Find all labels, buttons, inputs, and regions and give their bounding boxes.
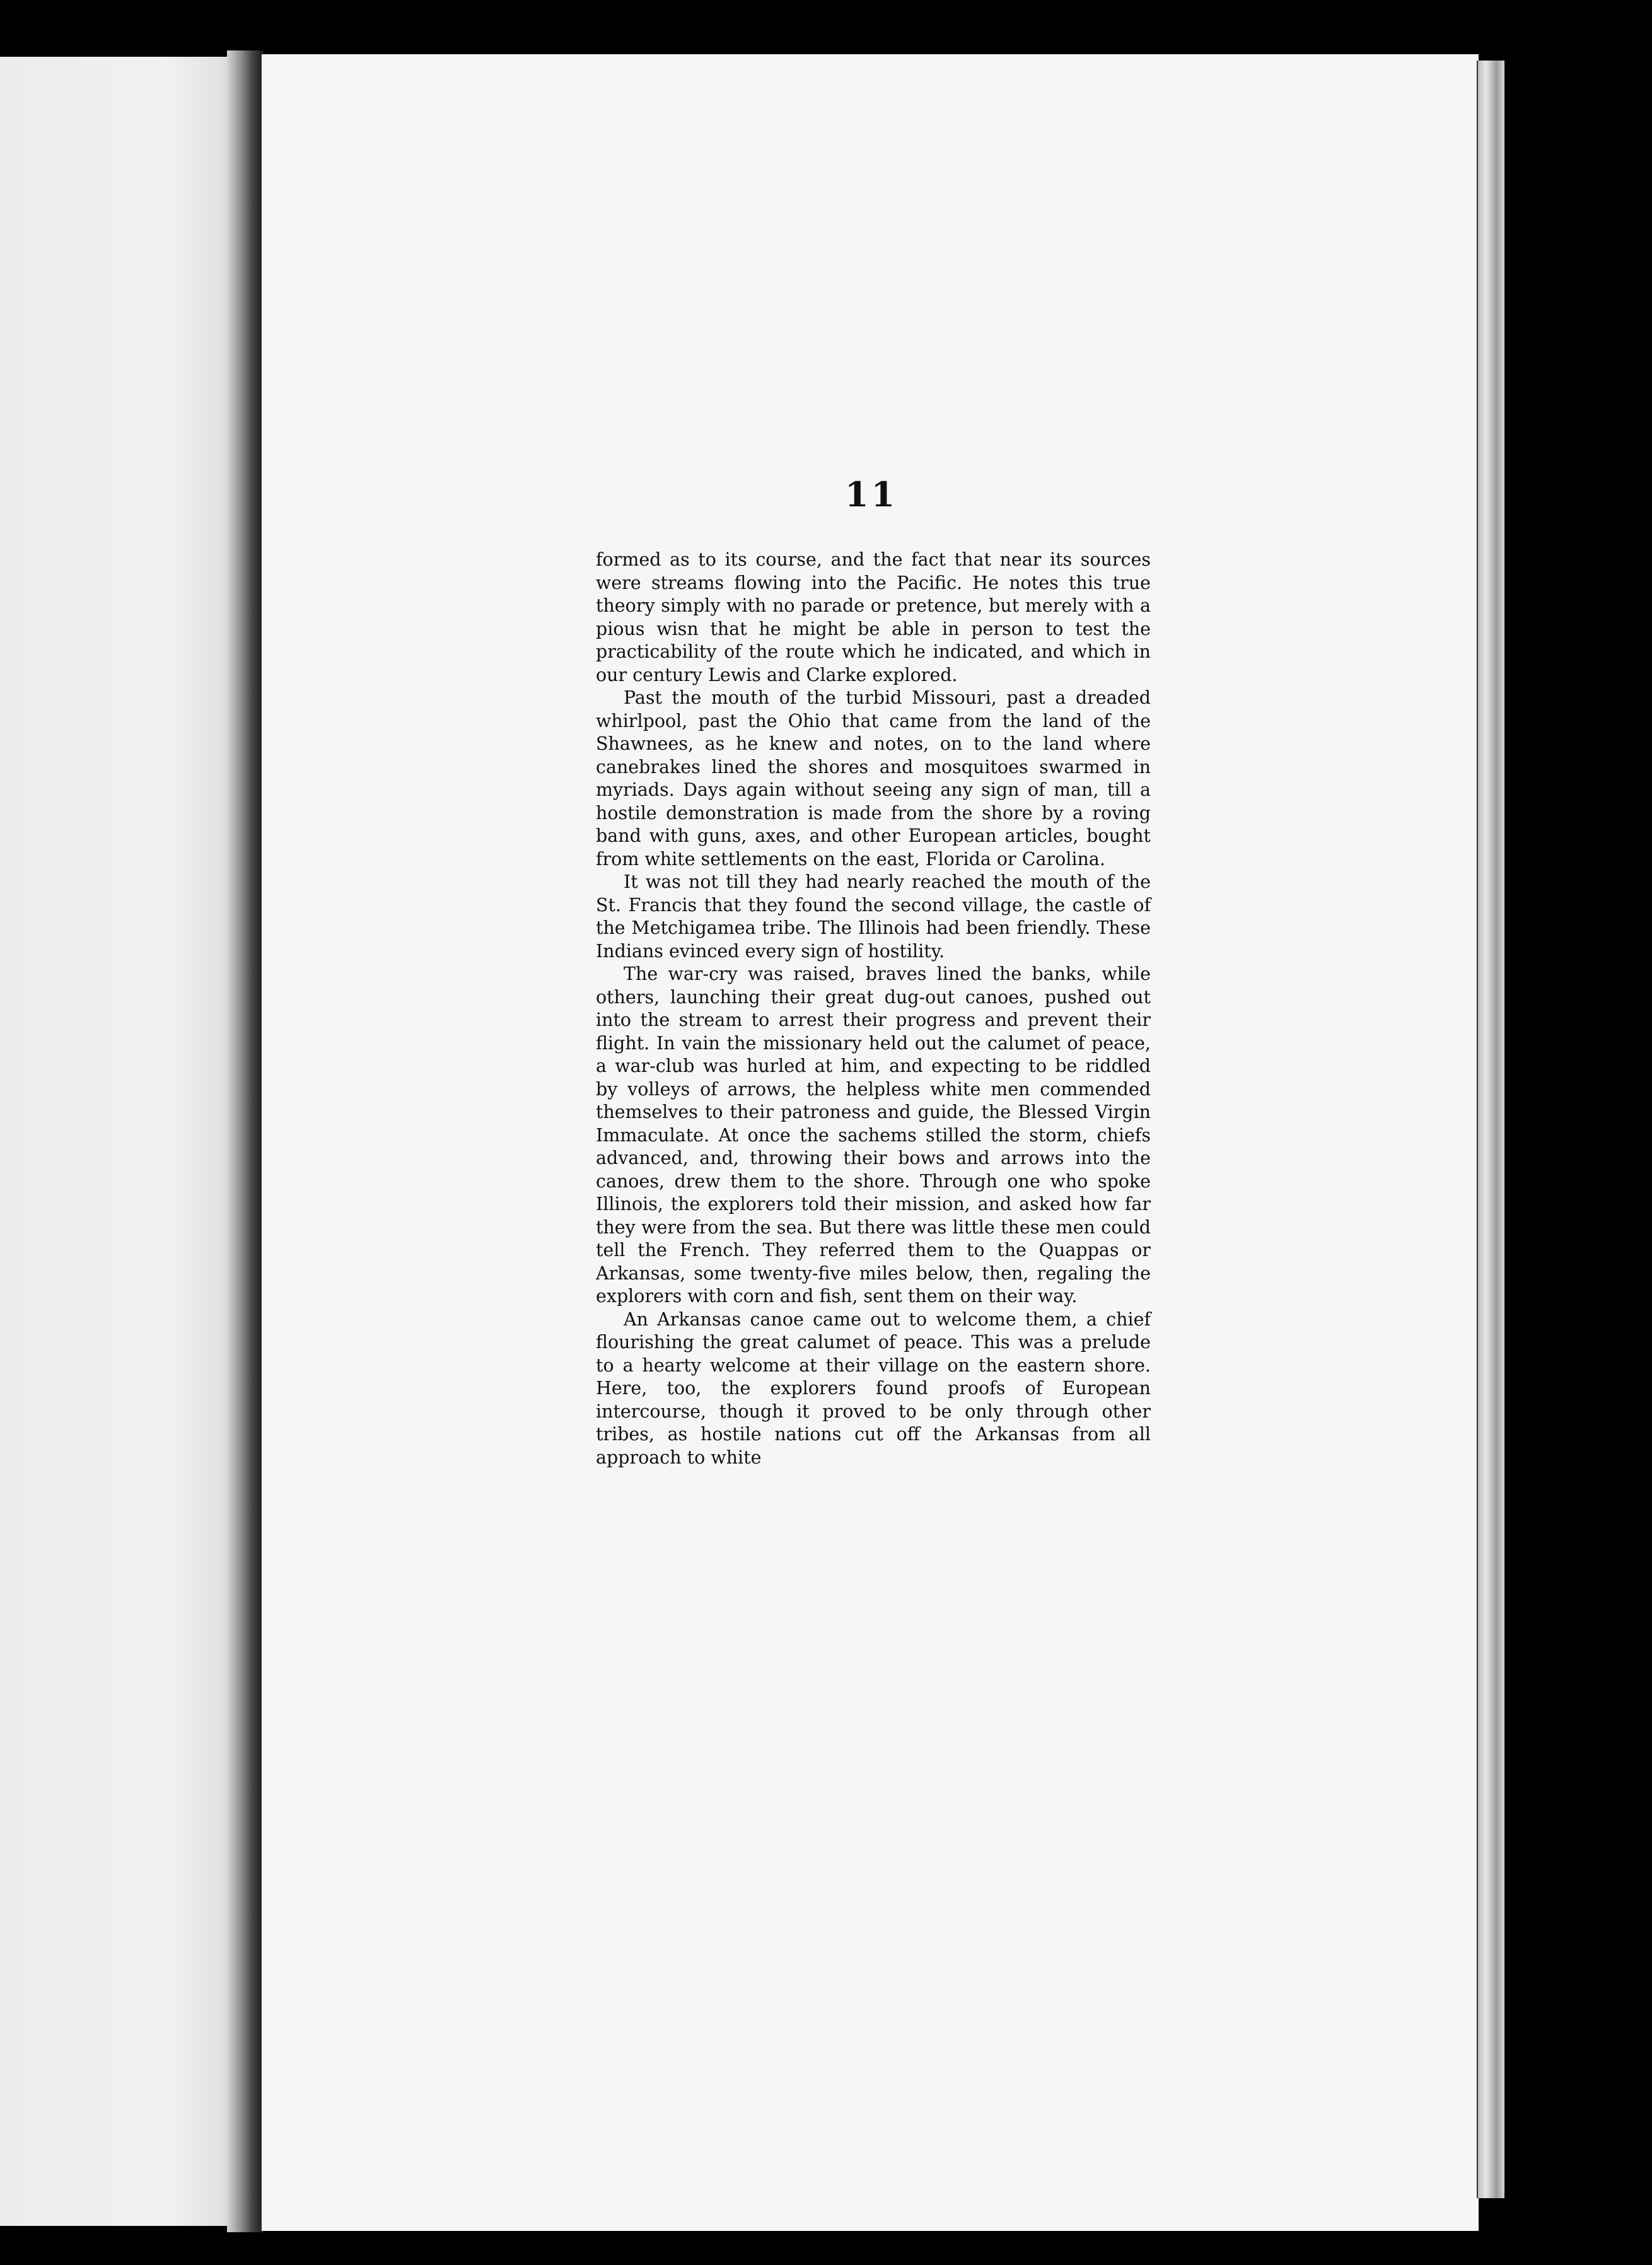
page-number: 11 xyxy=(845,474,898,515)
paragraph-4: The war-cry was raised, braves lined the banks, while others, launching their great dug-out canoes, pushed out into the stream to arrest their progress and prevent their flight. In vain the missionary held out the calumet of peace, a war-club was hurled at him, and expecting to be riddled by volleys of arrows, the helpless white men commended themselves to their patroness and guide, the Blessed Virgin Immaculate. At once the sachems stilled the storm, chiefs advanced, and, throwing their bows and arrows into the canoes, drew them to the shore. Through one who spoke Illinois, the explorers told their mission, and asked how far they were from the sea. But there was little these men could tell the French. They referred them to the Quappas or Arkansas, some twenty-five miles below, then, regaling the explorers with corn and fish, sent them on their way. xyxy=(596,964,1151,1307)
paragraph-3: It was not till they had nearly reached the mouth of the St. Francis that they found the second village, the castle of the Metchigamea tribe. The Illinois had been friendly. These Indians evinced every sign of hostility. xyxy=(596,871,1151,962)
page-edge xyxy=(1477,61,1504,2198)
book-spine xyxy=(227,50,264,2232)
paragraph-1: formed as to its course, and the fact that near its sources were streams flowing into the Pacific. He notes this true theory simply with no parade or pretence, but merely with a pious wisn that he might be able in person to test the practicability of the route which he indicated, and which in our century Lewis and Clarke explored. xyxy=(596,549,1151,685)
page-text xyxy=(596,549,1151,1469)
paragraph-2: Past the mouth of the turbid Missouri, past a dreaded whirlpool, past the Ohio that came from the land of the Shawnees, as he knew and notes, on to the land where canebrakes lined the shores and mosquitoes swarmed in myriads. Days again without seeing any sign of man, till a hostile demonstration is made from the shore by a roving band with guns, axes, and other European articles, bought from white settlements on the east, Florida or Carolina. xyxy=(596,687,1151,870)
left-page xyxy=(0,57,238,2226)
paragraph-5: An Arkansas canoe came out to welcome them, a chief flourishing the great calumet of peace. This was a prelude to a hearty welcome at their village on the eastern shore. Here, too, the explorers found proofs of European intercourse, though it proved to be only through other tribes, as hostile nations cut off the Arkansas from all approach to white xyxy=(596,1308,1151,1468)
